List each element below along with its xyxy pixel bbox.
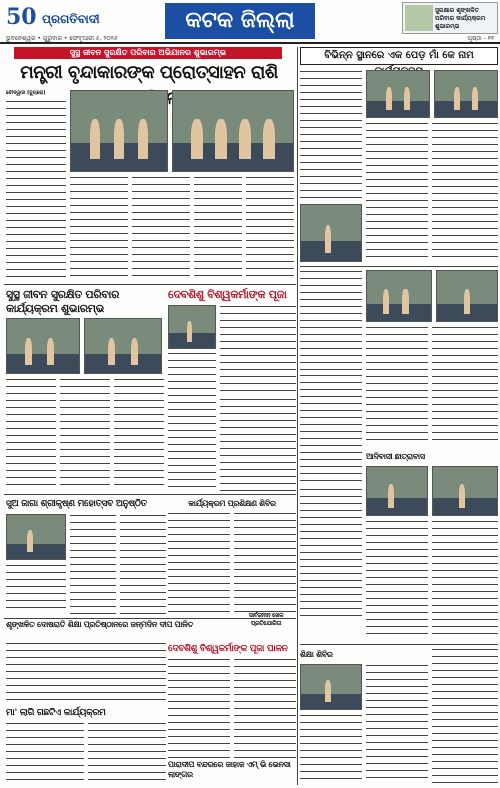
paper-name: ପ୍ରଗତିବାଦୀ [42,12,100,26]
story8-headline: ମା' ଲାଗି ଗଛଟିଏ କାର୍ଯ୍ୟକ୍ରମ [6,708,106,718]
right-photo-7[interactable] [432,466,498,516]
story8-text-col2 [88,722,166,782]
story10-headline: ପାରାଦୀପ ବନ୍ଦରରେ ଜାହାଜ ଏମ୍ ଭି ଭେନସା ଲାଙ୍ଗର [168,760,291,779]
story2-photo-1[interactable] [6,318,80,374]
story5-headline: କାର୍ଯ୍ୟକ୍ରମ ପ୍ରଶିକ୍ଷଣ ଶିବିର [188,499,276,508]
right-top-headline: ବିଭିନ୍ନ ସ୍ଥାନରେ ଏକ ପେଡ଼ ମାଁ କେ ନାମ [300,47,498,65]
promo-image [405,5,433,31]
story7-text-col1 [168,658,230,758]
lead-text-col3 [132,176,190,280]
right-text-col3 [432,122,498,262]
story2-photo-2[interactable] [84,318,162,374]
lead-text-col4 [194,176,242,280]
story5-text-col2 [234,512,296,614]
right-text-col9 [366,520,428,640]
story3-text-col1 [220,305,296,395]
story3-headline: ଦେବଶିଶୁ ବିଶ୍ୱକର୍ମାଙ୍କ ପୂଜା [168,288,287,301]
promo-text: ସୁରକ୍ଷାର ଶୃଙ୍ଖଳିତ ପରିବାର କାର୍ଯ୍ୟକ୍ରମ ଶୁଭାରମ୍ଭ [435,7,486,30]
story5-text-col1 [168,512,230,614]
story6-text [6,642,166,702]
right-story3-headline: ଶିକ୍ଷା ଶିବିର [300,650,333,659]
lead-photo-1[interactable] [70,90,168,172]
right-photo-1[interactable] [366,70,430,118]
right-text-col1 [300,70,362,200]
lead-headline: ମନ୍ତ୍ରୀ ବୃନ୍ଦାକାରଙ୍କ ପ୍ରୋତ୍ସାହନ ରାଶି [20,62,278,83]
story4-text-col3 [6,564,66,614]
right-text-col13 [300,714,362,784]
right-photo-2[interactable] [434,70,498,118]
right-text-col7 [300,374,362,484]
right-text-col10 [432,520,498,640]
lead-photo-2[interactable] [172,90,294,172]
story3-text-col2 [168,352,216,492]
story3-text-col3 [220,398,296,492]
story7-headline: ଦେବଶିଶୁ ବିଶ୍ୱକର୍ମାଙ୍କ ପୂଜା ପାଳନ [168,644,288,654]
right-story2-headline: ଆଦିବାସୀ ଛାତ୍ରାବାସ [366,452,425,461]
right-text-col8 [300,488,362,618]
lead-dateline: ଚୌଦ୍ୱାର (ବ୍ୟୁରୋ) [6,90,46,96]
right-text-col11 [366,664,428,784]
right-photo-3[interactable] [300,204,362,262]
story2-text-col3 [114,378,164,490]
lead-text-col5 [246,176,294,280]
right-text-col6 [432,326,498,446]
right-photo-5[interactable] [436,270,498,322]
divider [4,284,296,285]
story7-text-col2 [234,658,296,758]
story2-text-col2 [60,378,110,490]
story3-photo[interactable] [168,305,216,349]
right-text-col2 [366,122,428,262]
right-photo-6[interactable] [366,466,428,516]
right-photo-4[interactable] [366,270,432,322]
story6-headline: ଶୃଙ୍ଖଳିତ ଦୋଷରାତି ଶିକ୍ଷା ପ୍ରତିଷ୍ଠାନରେ ଜନ୍ମଦିନ ଦୀପ ପାଳିତ [6,620,194,629]
story4-photo[interactable] [6,514,66,560]
story2-text-col1 [6,378,56,490]
city-title: କଟକ ଜିଲ୍ଲା [165,3,315,39]
right-text-col5 [366,326,428,446]
logo-number: 50 [6,4,37,30]
promo-box[interactable] [402,2,498,34]
right-text-col12 [432,648,498,784]
story4-headline: ସୁଅ ଜାଗା ଶ୍ରୀକୃଷ୍ଣ ମହୋତ୍ସବ ଅନୁଷ୍ଠିତ [6,499,147,509]
story2-headline: ସୁସ୍ଥ ଜୀବନ ସୁରକ୍ଷିତ ପରିବାର କାର୍ଯ୍ୟକ୍ରମ ଶୁଭାରମ୍ଭ [6,288,120,315]
anniversary-logo [6,3,38,33]
right-text-col4 [300,270,362,370]
page-number: ପୃଷ୍ଠା - ୧୧ [467,35,494,42]
story9-headline: ସାର୍ବଜନୀନ ଖେଳ ପ୍ରତିଯୋଗିତା [248,612,284,627]
story8-text-col1 [6,722,84,782]
lead-kicker: ସୁସ୍ଥ ଜୀବନ ସୁରକ୍ଷିତ ପରିବାର ଅଭିଯାନର ଶୁଭାରମ୍ଭ [14,47,282,59]
edition-line: ଭୁବନେଶ୍ୱର • ଗୁରୁବାର • ଫେବୃଆରୀ ୫, ୨୦୨୬ [6,35,118,42]
story4-text-col1 [70,514,116,614]
story4-text-col2 [120,514,166,614]
masthead [0,0,500,44]
lead-text-col1 [6,100,66,280]
right-photo-8[interactable] [300,664,362,710]
lead-text-col2 [70,176,128,280]
